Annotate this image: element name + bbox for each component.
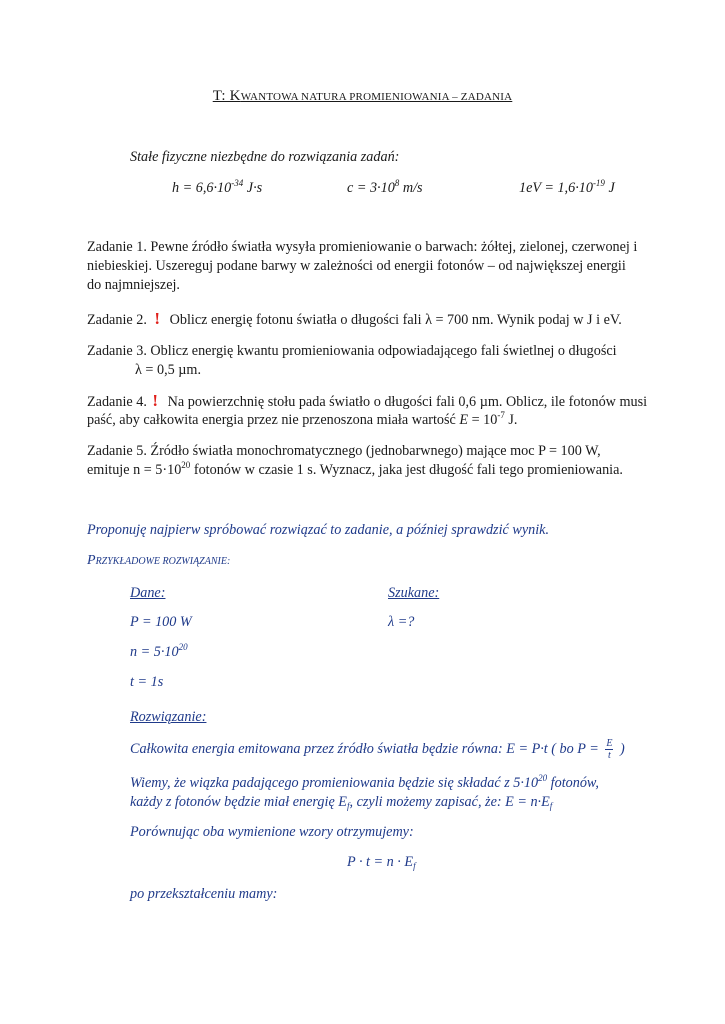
task-3-line-1: Zadanie 3. Oblicz energię kwantu promieniowania odpowiadającego fali świetlnej o długości bbox=[87, 343, 617, 359]
solution-label: Rozwiązanie: bbox=[130, 709, 207, 725]
formula: $P \cdot t = n \cdot E_f$ bbox=[347, 854, 416, 871]
important-mark: ! bbox=[152, 391, 159, 410]
beam-line-2: każdy z fotonów będzie miał energię $E_f$, czyli możemy zapisać, że: $E = n\cdot E_f$ bbox=[130, 794, 553, 811]
beam-line-1: Wiemy, że wiązka padającego promieniowania będzie się składać z $5\cdot 10^{20}$ fotonów, bbox=[130, 773, 599, 791]
page-title: T: KWANTOWA NATURA PROMIENIOWANIA – ZADANIA bbox=[212, 88, 513, 104]
constant-ev: $1eV = 1,6\cdot 10^{-19}$ J bbox=[519, 178, 615, 196]
task-2: Zadanie 2. ! Oblicz energię fotonu światła o długości fali λ = 700 nm. Wynik podaj w J i eV. bbox=[87, 309, 622, 328]
task-1-line-1: Zadanie 1. Pewne źródło światła wysyła promieniowanie o barwach: żółtej, zielonej, czerwonej i bbox=[87, 239, 638, 255]
task-4-line-1: Zadanie 4. ! Na powierzchnię stołu pada światło o długości fali 0,6 µm. Oblicz, ile fotonów musi bbox=[87, 391, 648, 410]
task-5-line-2: emituje $n = 5\cdot 10^{20}$ fotonów w czasie 1 s. Wyznacz, jaka jest długość fali tego promieniowania. bbox=[87, 460, 623, 478]
energy-line: Całkowita energia emitowana przez źródło światła będzie równa: E = P·t ( bo P = $\frac{E}{t}$ ) bbox=[130, 738, 625, 761]
given-label: Dane: bbox=[130, 585, 166, 601]
constant-h: $h = 6,6\cdot 10^{-34}$ J·s bbox=[172, 178, 263, 196]
given-photon-count: $n = 5\cdot 10^{20}$ bbox=[130, 642, 188, 660]
compare-line: Porównując oba wymienione wzory otrzymujemy: bbox=[130, 824, 414, 840]
task-1-line-3: do najmniejszej. bbox=[87, 277, 180, 293]
important-mark: ! bbox=[154, 309, 161, 328]
constants-heading: Stałe fizyczne niezbędne do rozwiązania zadań: bbox=[130, 149, 400, 165]
task-5-line-1: Zadanie 5. Źródło światła monochromatycznego (jednobarwnego) mające moc P = 100 W, bbox=[87, 443, 601, 459]
given-power: P = 100 W bbox=[130, 614, 192, 630]
task-4-line-2: paść, aby całkowita energia przez nie przenoszona miała wartość $E = 10^{-7}$ J. bbox=[87, 410, 518, 428]
fraction-e-over-t: $\frac{E}{t}$ bbox=[606, 738, 613, 761]
constant-c: $c = 3\cdot 10^8$ m/s bbox=[347, 178, 423, 196]
task-1-line-2: niebieskiej. Uszereguj podane barwy w zależności od energii fotonów – od największej energii bbox=[87, 258, 626, 274]
given-time: t = 1s bbox=[130, 674, 164, 690]
sought-wavelength: λ =? bbox=[388, 614, 415, 630]
solution-heading: PRZYKŁADOWE ROZWIĄZANIE: bbox=[87, 553, 231, 568]
task-3-line-2: λ = 0,5 µm. bbox=[135, 362, 202, 378]
after-transform-line: po przekształceniu mamy: bbox=[130, 886, 278, 902]
solution-intro: Proponuję najpierw spróbować rozwiązać to zadanie, a później sprawdzić wynik. bbox=[87, 522, 550, 538]
sought-label: Szukane: bbox=[388, 585, 440, 601]
